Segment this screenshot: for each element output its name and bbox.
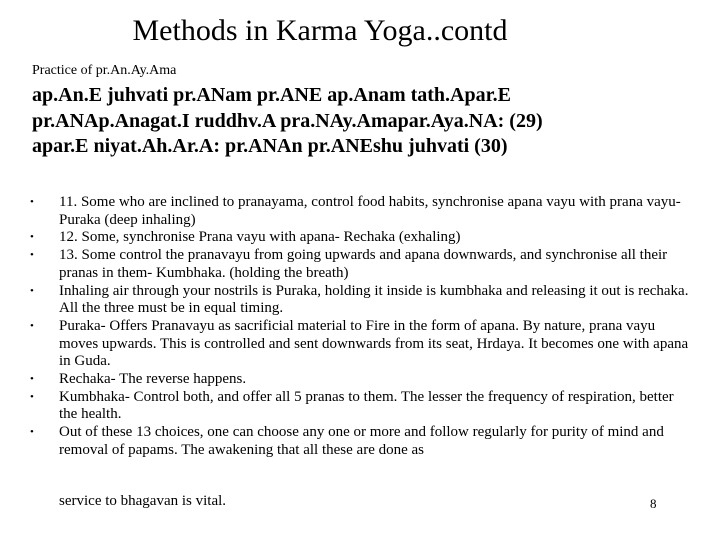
bullet-icon: • bbox=[30, 373, 34, 386]
closing-line: service to bhagavan is vital. bbox=[59, 493, 227, 509]
bullet-item bbox=[30, 283, 690, 318]
bullet-item bbox=[30, 229, 690, 247]
bullet-list bbox=[30, 194, 690, 460]
bullet-icon: • bbox=[30, 249, 34, 262]
verse-line: ap.An.E juhvati pr.ANam pr.ANE ap.Anam tath.Apar.E bbox=[32, 84, 511, 106]
bullet-icon: • bbox=[30, 426, 34, 439]
verse-line: pr.ANAp.Anagat.I ruddhv.A pra.NAy.Amapar.Aya.NA: (29) bbox=[32, 109, 543, 132]
bullet-text: Kumbhaka- Control both, and offer all 5 pranas to them. The lesser the frequency of respiration, better the health. bbox=[59, 388, 674, 423]
verse-block bbox=[32, 83, 702, 160]
bullet-text: Rechaka- The reverse happens. bbox=[59, 371, 247, 388]
bullet-text: Out of these 13 choices, one can choose any one or more and follow regularly for purity of mind and removal of papams. The awakening that all these are done as bbox=[59, 424, 664, 458]
bullet-item bbox=[30, 247, 690, 282]
bullet-icon: • bbox=[30, 196, 34, 208]
bullet-item bbox=[30, 424, 690, 459]
bullet-icon: • bbox=[30, 231, 34, 244]
bullet-text: 13. Some control the pranavayu from going upwards and apana downwards, and synchronise all their pranas in them- Kumbhaka. (holding the breath) bbox=[59, 247, 668, 281]
slide-subtitle: Practice of pr.An.Ay.Ama bbox=[32, 63, 177, 78]
bullet-text: 11. Some who are inclined to pranayama, control food habits, synchronise apana vayu with prana vayu- Puraka (deep inhaling) bbox=[59, 194, 681, 228]
bullet-icon: • bbox=[30, 319, 34, 332]
slide-title: Methods in Karma Yoga..contd bbox=[132, 14, 508, 47]
verse-line: apar.E niyat.Ah.Ar.A: pr.ANAn pr.ANEshu juhvati (30) bbox=[32, 135, 508, 157]
page-number: 8 bbox=[650, 496, 657, 511]
bullet-icon: • bbox=[30, 390, 34, 403]
bullet-item bbox=[30, 371, 690, 389]
bullet-item bbox=[30, 194, 690, 229]
bullet-item bbox=[30, 318, 690, 371]
bullet-text: 12. Some, synchronise Prana vayu with apana- Rechaka (exhaling) bbox=[59, 229, 461, 246]
bullet-item bbox=[30, 389, 690, 424]
bullet-text: Puraka- Offers Pranavayu as sacrificial material to Fire in the form of apana. By nature, prana vayu moves upwards. This is controlled and sent downwards from its seat, Hrdaya. It becomes one with apana in Guda. bbox=[59, 317, 689, 370]
bullet-text: Inhaling air through your nostrils is Puraka, holding it inside is kumbhaka and releasing it out is rechaka. All the three must be in equal timing. bbox=[59, 282, 689, 317]
bullet-icon: • bbox=[30, 284, 34, 297]
